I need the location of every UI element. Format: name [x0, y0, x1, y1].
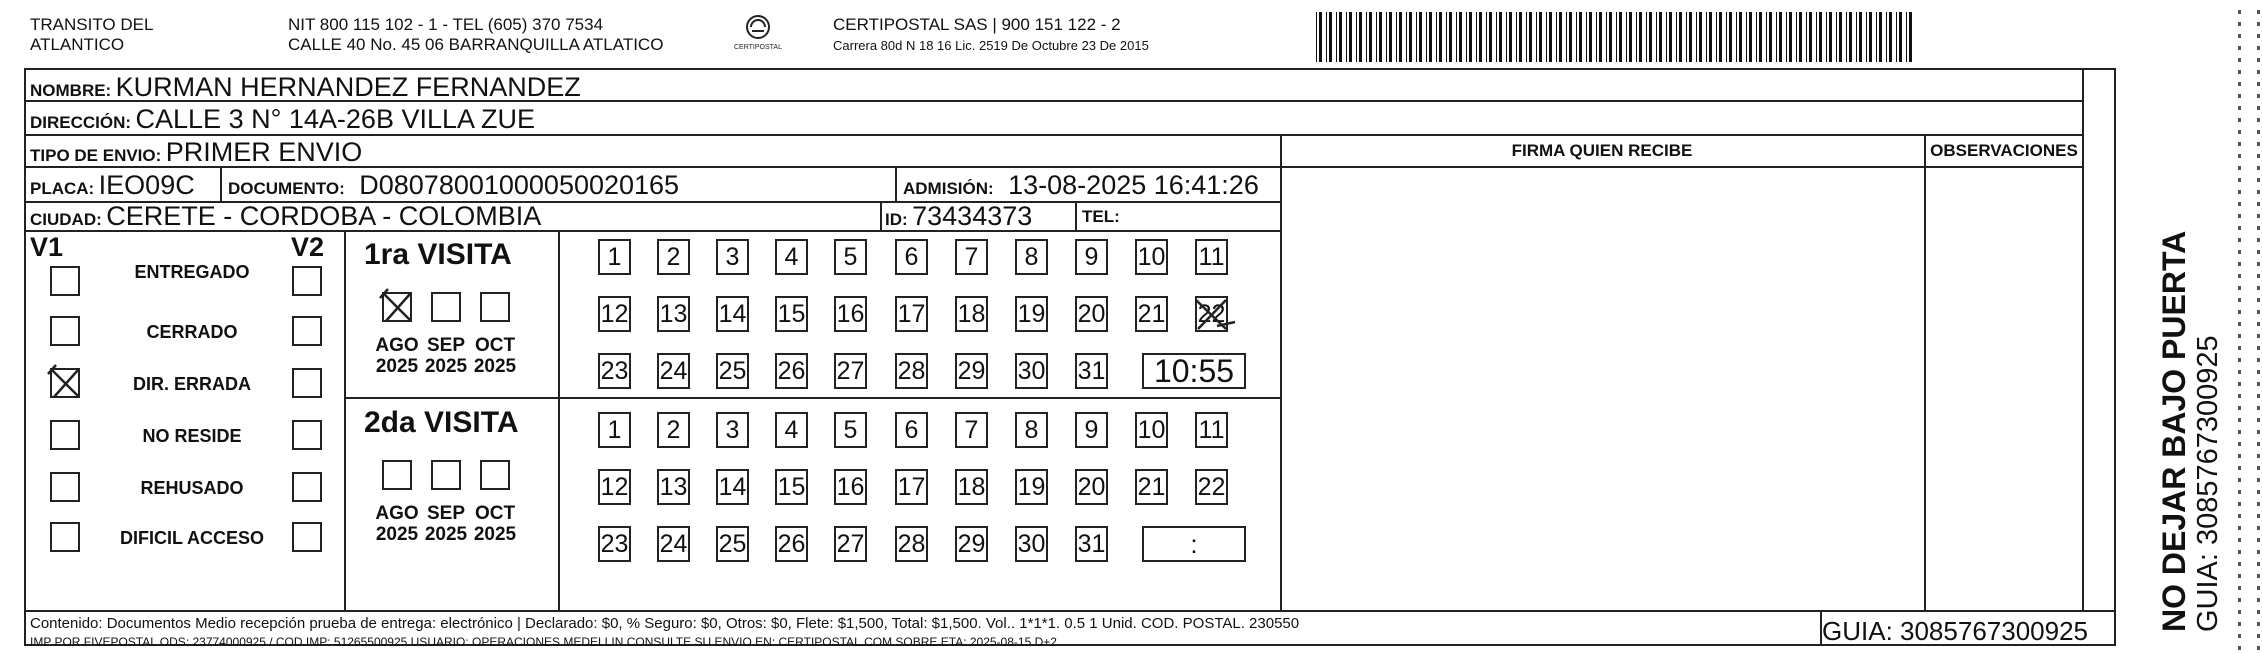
- org-name-line2: ATLANTICO: [30, 35, 125, 54]
- day-box[interactable]: 3: [716, 239, 749, 275]
- certipostal-logo: [733, 14, 783, 56]
- barcode-bar: [1549, 12, 1552, 62]
- barcode-bar: [1769, 12, 1772, 62]
- barcode-bar: [1879, 12, 1882, 62]
- barcode-bar: [1546, 12, 1547, 62]
- month-name: OCT: [474, 503, 516, 524]
- month-year: 2025: [473, 523, 517, 545]
- barcode-bar: [1369, 12, 1372, 62]
- barcode-bar: [1709, 12, 1712, 62]
- barcode-bar: [1666, 12, 1667, 62]
- status-reason-label: DIR. ERRADA: [132, 374, 251, 394]
- day-box[interactable]: 7: [955, 239, 988, 275]
- col-line: [1075, 201, 1077, 230]
- barcode-bar: [1809, 12, 1812, 62]
- barcode-bar: [1436, 12, 1437, 62]
- barcode-bar: [1489, 12, 1492, 62]
- side-guia: GUIA: 3085767300925: [2192, 335, 2224, 632]
- day-box[interactable]: 30: [1015, 526, 1048, 562]
- barcode-bar: [1746, 12, 1747, 62]
- day-box[interactable]: 16: [834, 469, 867, 505]
- placa-label: PLACA:: [30, 179, 95, 198]
- firma-label: FIRMA QUIEN RECIBE: [1511, 141, 1693, 160]
- barcode-bar: [1329, 12, 1332, 62]
- admision-row: [903, 172, 1259, 199]
- day-box[interactable]: 23: [598, 353, 631, 389]
- barcode-bar: [1859, 12, 1862, 62]
- day-box[interactable]: 26: [775, 526, 808, 562]
- barcode-bar: [1659, 12, 1662, 62]
- barcode-bar: [1616, 12, 1617, 62]
- barcode-bar: [1579, 12, 1582, 62]
- courier-line2: Carrera 80d N 18 16 Lic. 2519 De Octubre 23 De 2015: [833, 38, 1149, 53]
- barcode-bar: [1599, 12, 1602, 62]
- barcode-bar: [1749, 12, 1752, 62]
- visit1-title: 1ra VISITA: [364, 238, 512, 271]
- v2-label: V2: [291, 232, 325, 262]
- barcode-bar: [1536, 12, 1537, 62]
- barcode-bar: [1559, 12, 1562, 62]
- col-line: [220, 166, 222, 201]
- barcode-bar: [1806, 12, 1807, 62]
- barcode-bar: [1479, 12, 1482, 62]
- barcode-bar: [1759, 12, 1762, 62]
- barcode-bar: [1639, 12, 1642, 62]
- col-line: [2082, 68, 2084, 610]
- day-box[interactable]: 19: [1015, 469, 1048, 505]
- day-box[interactable]: 12: [598, 469, 631, 505]
- day-box[interactable]: 11: [1195, 239, 1228, 275]
- day-box[interactable]: 28: [895, 526, 928, 562]
- time-box[interactable]: :: [1142, 526, 1246, 562]
- barcode-bar: [1469, 12, 1472, 62]
- barcode-bar: [1326, 12, 1327, 62]
- status-reason-label: ENTREGADO: [134, 262, 250, 282]
- logo-icon: [733, 14, 783, 56]
- tel-row: [1082, 208, 1120, 226]
- status-reason-label: DIFICIL ACCESO: [119, 528, 264, 548]
- status-reason-label: CERRADO: [146, 322, 238, 342]
- barcode-bar: [1799, 12, 1802, 62]
- day-box[interactable]: 2: [657, 412, 690, 448]
- day-box[interactable]: 18: [955, 296, 988, 332]
- row-line: [24, 134, 2082, 136]
- barcode-bar: [1686, 12, 1687, 62]
- day-box[interactable]: 13: [657, 296, 690, 332]
- ciudad-label: CIUDAD:: [30, 210, 102, 229]
- month-name: OCT: [474, 335, 516, 356]
- month-checkbox[interactable]: [480, 460, 510, 490]
- barcode-bar: [1849, 12, 1852, 62]
- v1-checkbox[interactable]: [50, 266, 80, 296]
- day-box[interactable]: 14: [716, 296, 749, 332]
- barcode-bar: [1499, 12, 1502, 62]
- barcode-bar: [1766, 12, 1767, 62]
- barcode-bar: [1789, 12, 1792, 62]
- nit-line1: NIT 800 115 102 - 1 - TEL (605) 370 7534: [288, 15, 604, 34]
- id-value: 73434373: [912, 201, 1033, 231]
- barcode-bar: [1526, 12, 1527, 62]
- barcode-bar: [1459, 12, 1462, 62]
- footer-guia: GUIA: 3085767300925: [1822, 616, 2088, 646]
- barcode-bar: [1339, 12, 1342, 62]
- direccion-row: [30, 106, 535, 133]
- barcode-bar: [1556, 12, 1557, 62]
- barcode-bar: [1486, 12, 1487, 62]
- barcode-bar: [1909, 12, 1912, 62]
- row-line: [344, 397, 1280, 399]
- v2-checkbox[interactable]: [292, 472, 322, 502]
- org-name-line1: TRANSITO DEL: [30, 15, 154, 34]
- day-box[interactable]: 22: [1195, 469, 1228, 505]
- v2-checkbox[interactable]: [292, 368, 322, 398]
- barcode-bar: [1596, 12, 1597, 62]
- day-box[interactable]: 26: [775, 353, 808, 389]
- barcode-bar: [1736, 12, 1737, 62]
- barcode-bar: [1409, 12, 1412, 62]
- day-box[interactable]: 31: [1075, 526, 1108, 562]
- direccion-label: DIRECCIÓN:: [30, 113, 132, 132]
- month-name: AGO: [375, 335, 419, 356]
- month-checkbox[interactable]: [431, 292, 461, 322]
- tipo-value: PRIMER ENVIO: [165, 137, 363, 167]
- day-box[interactable]: 9: [1075, 412, 1108, 448]
- ciudad-row: [30, 203, 541, 230]
- barcode-icon: [1316, 12, 1912, 62]
- month-label: [465, 336, 525, 378]
- barcode-bar: [1706, 12, 1707, 62]
- day-box[interactable]: 5: [834, 412, 867, 448]
- footer-imp: IMP POR FIVEPOSTAL ODS: 23774000925 / COD.IMP: 51265500925 USUARIO: OPERACIONES MEDELLIN CONSULTE SU ENVIO EN: CERTIPOSTAL.COM SOBRE ETA: 2025-08-15 D+2: [30, 635, 1057, 649]
- day-box[interactable]: 24: [657, 526, 690, 562]
- day-box[interactable]: 19: [1015, 296, 1048, 332]
- barcode-bar: [1776, 12, 1777, 62]
- tipo-label: TIPO DE ENVIO:: [30, 146, 162, 165]
- barcode-bar: [1876, 12, 1877, 62]
- day-box[interactable]: 6: [895, 239, 928, 275]
- barcode-bar: [1656, 12, 1657, 62]
- ciudad-value: CERETE - CORDOBA - COLOMBIA: [106, 201, 542, 231]
- barcode-bar: [1446, 12, 1447, 62]
- barcode-bar: [1319, 12, 1322, 62]
- barcode-bar: [1316, 12, 1317, 62]
- day-box[interactable]: 18: [955, 469, 988, 505]
- day-box[interactable]: 25: [716, 526, 749, 562]
- day-box[interactable]: 21: [1135, 469, 1168, 505]
- day-box[interactable]: 6: [895, 412, 928, 448]
- barcode-bar: [1539, 12, 1542, 62]
- barcode-bar: [1729, 12, 1732, 62]
- barcode-bar: [1779, 12, 1782, 62]
- day-box[interactable]: 20: [1075, 469, 1108, 505]
- barcode-bar: [1376, 12, 1377, 62]
- day-box[interactable]: 27: [834, 353, 867, 389]
- barcode: [1316, 12, 1912, 62]
- col-line: [880, 201, 882, 230]
- day-box[interactable]: 10: [1135, 239, 1168, 275]
- v1-checkbox[interactable]: [50, 472, 80, 502]
- day-box[interactable]: 23: [598, 526, 631, 562]
- barcode-bar: [1629, 12, 1632, 62]
- direccion-value: CALLE 3 N° 14A-26B VILLA ZUE: [135, 104, 536, 134]
- barcode-bar: [1649, 12, 1652, 62]
- documento-label: DOCUMENTO:: [228, 179, 345, 198]
- barcode-bar: [1429, 12, 1432, 62]
- day-box-checked[interactable]: 22: [1195, 296, 1228, 332]
- barcode-bar: [1839, 12, 1842, 62]
- barcode-bar: [1346, 12, 1347, 62]
- barcode-bar: [1626, 12, 1627, 62]
- day-box[interactable]: 4: [775, 239, 808, 275]
- day-box[interactable]: 8: [1015, 412, 1048, 448]
- time-box[interactable]: 10:55: [1142, 353, 1246, 389]
- barcode-bar: [1586, 12, 1587, 62]
- barcode-bar: [1786, 12, 1787, 62]
- nombre-value: KURMAN HERNANDEZ FERNANDEZ: [115, 72, 581, 102]
- col-line: [558, 230, 560, 610]
- barcode-bar: [1456, 12, 1457, 62]
- barcode-bar: [1396, 12, 1397, 62]
- barcode-bar: [1336, 12, 1337, 62]
- documento-row: [228, 172, 679, 199]
- barcode-bar: [1359, 12, 1362, 62]
- admision-value: 13-08-2025 16:41:26: [1008, 170, 1259, 200]
- v1-checkbox[interactable]: [50, 522, 80, 552]
- month-year: 2025: [375, 523, 419, 545]
- barcode-bar: [1406, 12, 1407, 62]
- admision-label: ADMISIÓN:: [903, 179, 994, 198]
- barcode-bar: [1496, 12, 1497, 62]
- barcode-bar: [1846, 12, 1847, 62]
- v1-checkbox[interactable]: [50, 316, 80, 346]
- day-box[interactable]: 29: [955, 353, 988, 389]
- day-box[interactable]: 17: [895, 469, 928, 505]
- barcode-bar: [1836, 12, 1837, 62]
- barcode-bar: [1676, 12, 1677, 62]
- status-reason-label: NO RESIDE: [142, 426, 242, 446]
- barcode-bar: [1796, 12, 1797, 62]
- barcode-bar: [1689, 12, 1692, 62]
- nombre-label: NOMBRE:: [30, 81, 112, 100]
- scan-edge: [2257, 10, 2260, 650]
- day-box[interactable]: 5: [834, 239, 867, 275]
- barcode-bar: [1679, 12, 1682, 62]
- side-warning: NO DEJAR BAJO PUERTA: [2156, 230, 2192, 632]
- status-reason-label: REHUSADO: [140, 478, 244, 498]
- barcode-bar: [1826, 12, 1827, 62]
- barcode-bar: [1566, 12, 1567, 62]
- barcode-bar: [1516, 12, 1517, 62]
- col-line: [344, 230, 346, 610]
- barcode-bar: [1619, 12, 1622, 62]
- barcode-bar: [1816, 12, 1817, 62]
- month-checkbox[interactable]: [382, 460, 412, 490]
- day-box[interactable]: 24: [657, 353, 690, 389]
- scan-edge: [2238, 10, 2241, 650]
- row-line: [24, 610, 2116, 612]
- barcode-bar: [1476, 12, 1477, 62]
- barcode-bar: [1889, 12, 1892, 62]
- v2-checkbox[interactable]: [292, 522, 322, 552]
- day-box[interactable]: 20: [1075, 296, 1108, 332]
- barcode-bar: [1386, 12, 1387, 62]
- barcode-bar: [1696, 12, 1697, 62]
- barcode-bar: [1636, 12, 1637, 62]
- barcode-bar: [1716, 12, 1717, 62]
- barcode-bar: [1866, 12, 1867, 62]
- barcode-bar: [1899, 12, 1902, 62]
- day-box[interactable]: 1: [598, 412, 631, 448]
- day-box[interactable]: 8: [1015, 239, 1048, 275]
- month-name: SEP: [426, 335, 466, 356]
- barcode-bar: [1399, 12, 1402, 62]
- day-box[interactable]: 27: [834, 526, 867, 562]
- day-box[interactable]: 15: [775, 469, 808, 505]
- barcode-bar: [1356, 12, 1357, 62]
- day-box[interactable]: 11: [1195, 412, 1228, 448]
- day-box[interactable]: 1: [598, 239, 631, 275]
- barcode-bar: [1576, 12, 1577, 62]
- v2-checkbox[interactable]: [292, 420, 322, 450]
- barcode-bar: [1829, 12, 1832, 62]
- day-box[interactable]: 13: [657, 469, 690, 505]
- tel-label: TEL:: [1082, 207, 1120, 226]
- day-box[interactable]: 17: [895, 296, 928, 332]
- barcode-bar: [1449, 12, 1452, 62]
- v1-checkbox-checked[interactable]: [50, 368, 80, 398]
- v1-checkbox[interactable]: [50, 420, 80, 450]
- barcode-bar: [1819, 12, 1822, 62]
- day-box[interactable]: 15: [775, 296, 808, 332]
- barcode-bar: [1366, 12, 1367, 62]
- id-row: [885, 203, 1032, 230]
- barcode-bar: [1726, 12, 1727, 62]
- day-box[interactable]: 2: [657, 239, 690, 275]
- month-year: 2025: [424, 355, 468, 377]
- day-box[interactable]: 25: [716, 353, 749, 389]
- month-label: [465, 504, 525, 546]
- day-box[interactable]: 21: [1135, 296, 1168, 332]
- barcode-bar: [1506, 12, 1507, 62]
- logo-text: CERTIPOSTAL: [734, 44, 782, 51]
- observaciones-label: OBSERVACIONES: [1930, 141, 2078, 160]
- barcode-bar: [1426, 12, 1427, 62]
- month-checkbox[interactable]: [431, 460, 461, 490]
- barcode-bar: [1349, 12, 1352, 62]
- barcode-bar: [1886, 12, 1887, 62]
- day-box[interactable]: 3: [716, 412, 749, 448]
- day-box[interactable]: 29: [955, 526, 988, 562]
- v2-checkbox[interactable]: [292, 266, 322, 296]
- placa-row: [30, 172, 195, 199]
- barcode-bar: [1529, 12, 1532, 62]
- barcode-bar: [1906, 12, 1907, 62]
- v2-checkbox[interactable]: [292, 316, 322, 346]
- col-line: [895, 166, 897, 201]
- barcode-bar: [1419, 12, 1422, 62]
- nombre-row: [30, 74, 581, 101]
- nit-line2: CALLE 40 No. 45 06 BARRANQUILLA ATLATICO: [288, 35, 664, 54]
- day-box[interactable]: 30: [1015, 353, 1048, 389]
- day-box[interactable]: 10: [1135, 412, 1168, 448]
- documento-value: D08078001000050020165: [359, 170, 680, 200]
- barcode-bar: [1439, 12, 1442, 62]
- barcode-bar: [1739, 12, 1742, 62]
- day-box[interactable]: 4: [775, 412, 808, 448]
- month-name: SEP: [426, 503, 466, 524]
- barcode-bar: [1466, 12, 1467, 62]
- day-box[interactable]: 14: [716, 469, 749, 505]
- month-name: AGO: [375, 503, 419, 524]
- barcode-bar: [1699, 12, 1702, 62]
- visit2-title: 2da VISITA: [364, 406, 519, 439]
- barcode-bar: [1719, 12, 1722, 62]
- barcode-bar: [1609, 12, 1612, 62]
- barcode-bar: [1569, 12, 1572, 62]
- v1-label: V1: [30, 232, 64, 262]
- barcode-bar: [1756, 12, 1757, 62]
- barcode-bar: [1416, 12, 1417, 62]
- id-label: ID:: [885, 210, 908, 229]
- placa-value: IEO09C: [98, 170, 195, 200]
- day-box[interactable]: 12: [598, 296, 631, 332]
- barcode-bar: [1519, 12, 1522, 62]
- barcode-bar: [1646, 12, 1647, 62]
- col-line: [1924, 134, 1926, 610]
- col-line: [1280, 134, 1282, 610]
- day-box[interactable]: 9: [1075, 239, 1108, 275]
- barcode-bar: [1856, 12, 1857, 62]
- month-year: 2025: [473, 355, 517, 377]
- day-box[interactable]: 28: [895, 353, 928, 389]
- barcode-bar: [1389, 12, 1392, 62]
- day-box[interactable]: 7: [955, 412, 988, 448]
- month-year: 2025: [424, 523, 468, 545]
- month-year: 2025: [375, 355, 419, 377]
- barcode-bar: [1869, 12, 1872, 62]
- day-box[interactable]: 16: [834, 296, 867, 332]
- courier-line1: CERTIPOSTAL SAS | 900 151 122 - 2: [833, 15, 1121, 34]
- barcode-bar: [1589, 12, 1592, 62]
- tipo-row: [30, 139, 362, 166]
- day-box[interactable]: 31: [1075, 353, 1108, 389]
- footer-contenido: Contenido: Documentos Medio recepción prueba de entrega: electrónico | Declarado: $0, % Seguro: $0, Otros: $0, Flete: $1,500, Total: $1,500. Vol.. 1*1*1. 0.5 1 Unid. COD. POSTAL. 230550: [30, 615, 1300, 632]
- barcode-bar: [1379, 12, 1382, 62]
- barcode-bar: [1606, 12, 1607, 62]
- barcode-bar: [1896, 12, 1897, 62]
- month-checkbox[interactable]: [480, 292, 510, 322]
- barcode-bar: [1669, 12, 1672, 62]
- barcode-bar: [1509, 12, 1512, 62]
- month-checkbox-checked[interactable]: [382, 292, 412, 322]
